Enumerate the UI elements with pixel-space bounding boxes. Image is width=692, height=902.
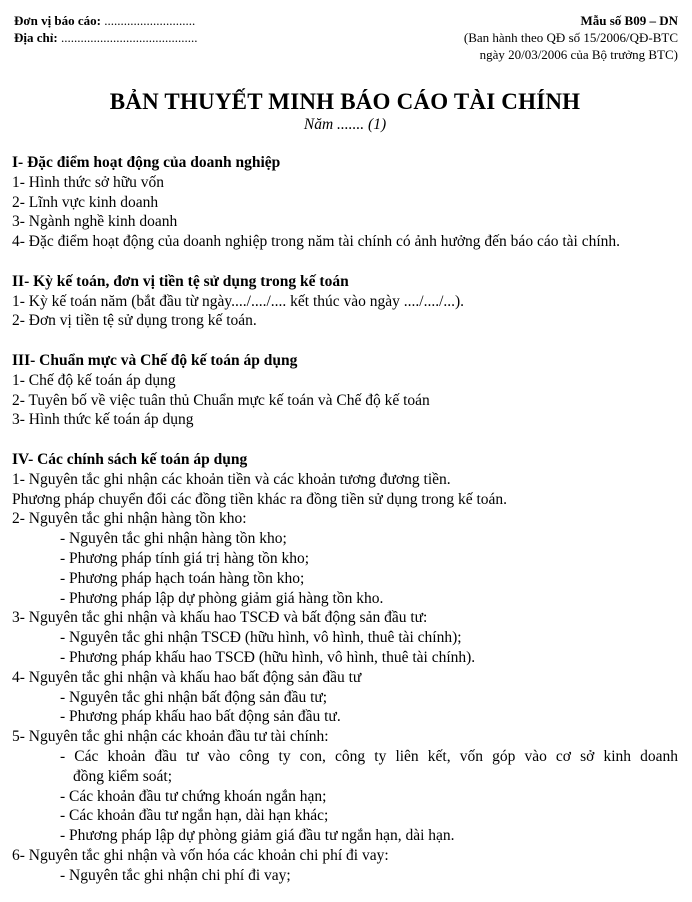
list-item: 2- Lĩnh vực kinh doanh bbox=[12, 193, 159, 211]
list-item: 1- Nguyên tắc ghi nhận các khoản tiền và các khoản tương đương tiền. bbox=[12, 470, 451, 488]
sub-item: - Nguyên tắc ghi nhận chi phí đi vay; bbox=[60, 866, 291, 884]
form-info-block bbox=[464, 12, 678, 63]
form-number: Mẫu số B09 – DN bbox=[580, 13, 678, 28]
list-item: 3- Nguyên tắc ghi nhận và khấu hao TSCĐ và bất động sản đầu tư: bbox=[12, 609, 428, 627]
document-header bbox=[12, 10, 678, 65]
sub-item: - Nguyên tắc ghi nhận hàng tồn kho; bbox=[60, 530, 287, 548]
section-heading: I- Đặc điểm hoạt động của doanh nghiệp bbox=[12, 154, 281, 171]
sub-item: - Nguyên tắc ghi nhận TSCĐ (hữu hình, vô hình, thuê tài chính); bbox=[60, 629, 462, 647]
sub-item: - Phương pháp khấu hao TSCĐ (hữu hình, vô hình, thuê tài chính). bbox=[60, 648, 476, 666]
list-item: 1- Hình thức sở hữu vốn bbox=[12, 173, 165, 191]
list-item: 1- Chế độ kế toán áp dụng bbox=[12, 371, 176, 389]
sub-item: - Phương pháp tính giá trị hàng tồn kho; bbox=[60, 549, 310, 567]
sub-item: - Các khoản đầu tư chứng khoán ngắn hạn; bbox=[60, 787, 327, 805]
list-item: 3- Ngành nghề kinh doanh bbox=[12, 213, 178, 231]
address-line bbox=[14, 29, 197, 46]
list-item: 4- Nguyên tắc ghi nhận và khấu hao bất động sản đầu tư bbox=[12, 668, 362, 686]
section-heading: II- Kỳ kế toán, đơn vị tiền tệ sử dụng trong kế toán bbox=[12, 272, 349, 290]
list-item: 4- Đặc điểm hoạt động của doanh nghiệp trong năm tài chính có ảnh hưởng đến báo cáo tài chính. bbox=[12, 233, 621, 251]
paragraph: Phương pháp chuyển đổi các đồng tiền khác ra đồng tiền sử dụng trong kế toán. bbox=[12, 490, 508, 508]
sub-item: - Phương pháp khấu hao bất động sản đầu tư. bbox=[60, 708, 341, 726]
list-item: 2- Nguyên tắc ghi nhận hàng tồn kho: bbox=[12, 510, 247, 528]
document-body bbox=[12, 153, 678, 885]
sub-item: - Phương pháp hạch toán hàng tồn kho; bbox=[60, 569, 305, 587]
issued-by-line1: (Ban hành theo QĐ số 15/2006/QĐ-BTC bbox=[463, 30, 678, 45]
list-item: 1- Kỳ kế toán năm (bắt đầu từ ngày..../..../.... kết thúc vào ngày ..../..../...). bbox=[12, 292, 465, 310]
sub-item: - Các khoản đầu tư vào công ty con, công ty liên kết, vốn góp vào cơ sở kinh doanh bbox=[60, 747, 678, 765]
sub-item: - Phương pháp lập dự phòng giảm giá hàng tồn kho. bbox=[60, 589, 384, 607]
list-item: 3- Hình thức kế toán áp dụng bbox=[12, 411, 194, 429]
document-title: BẢN THUYẾT MINH BÁO CÁO TÀI CHÍNH bbox=[109, 89, 581, 114]
reporting-unit-label: Đơn vị báo cáo: bbox=[14, 13, 102, 28]
section-heading: III- Chuẩn mực và Chế độ kế toán áp dụng bbox=[12, 351, 298, 369]
reporting-unit-line bbox=[14, 12, 197, 29]
list-item: 6- Nguyên tắc ghi nhận và vốn hóa các khoản chi phí đi vay: bbox=[12, 846, 389, 864]
sub-item: - Các khoản đầu tư ngắn hạn, dài hạn khác; bbox=[60, 807, 329, 825]
address-dots: .......................................... bbox=[57, 30, 198, 45]
issued-by-line2: ngày 20/03/2006 của Bộ trưởng BTC) bbox=[479, 47, 678, 62]
sub-item-continuation: đồng kiểm soát; bbox=[73, 767, 173, 785]
section-heading: IV- Các chính sách kế toán áp dụng bbox=[12, 450, 248, 468]
sub-item: - Nguyên tắc ghi nhận bất động sản đầu tư; bbox=[60, 688, 328, 706]
document-page bbox=[12, 10, 678, 885]
reporting-unit-block bbox=[14, 12, 197, 46]
list-item: 2- Đơn vị tiền tệ sử dụng trong kế toán. bbox=[12, 312, 257, 330]
list-item: 2- Tuyên bố về việc tuân thủ Chuẩn mực kế toán và Chế độ kế toán bbox=[12, 391, 430, 409]
address-label: Địa chỉ: bbox=[14, 30, 58, 45]
document-subtitle: Năm ....... (1) bbox=[303, 116, 387, 133]
sub-item: - Phương pháp lập dự phòng giảm giá đầu tư ngắn hạn, dài hạn. bbox=[60, 827, 455, 845]
reporting-unit-dots: ............................ bbox=[101, 13, 196, 28]
list-item: 5- Nguyên tắc ghi nhận các khoản đầu tư tài chính: bbox=[12, 728, 329, 746]
